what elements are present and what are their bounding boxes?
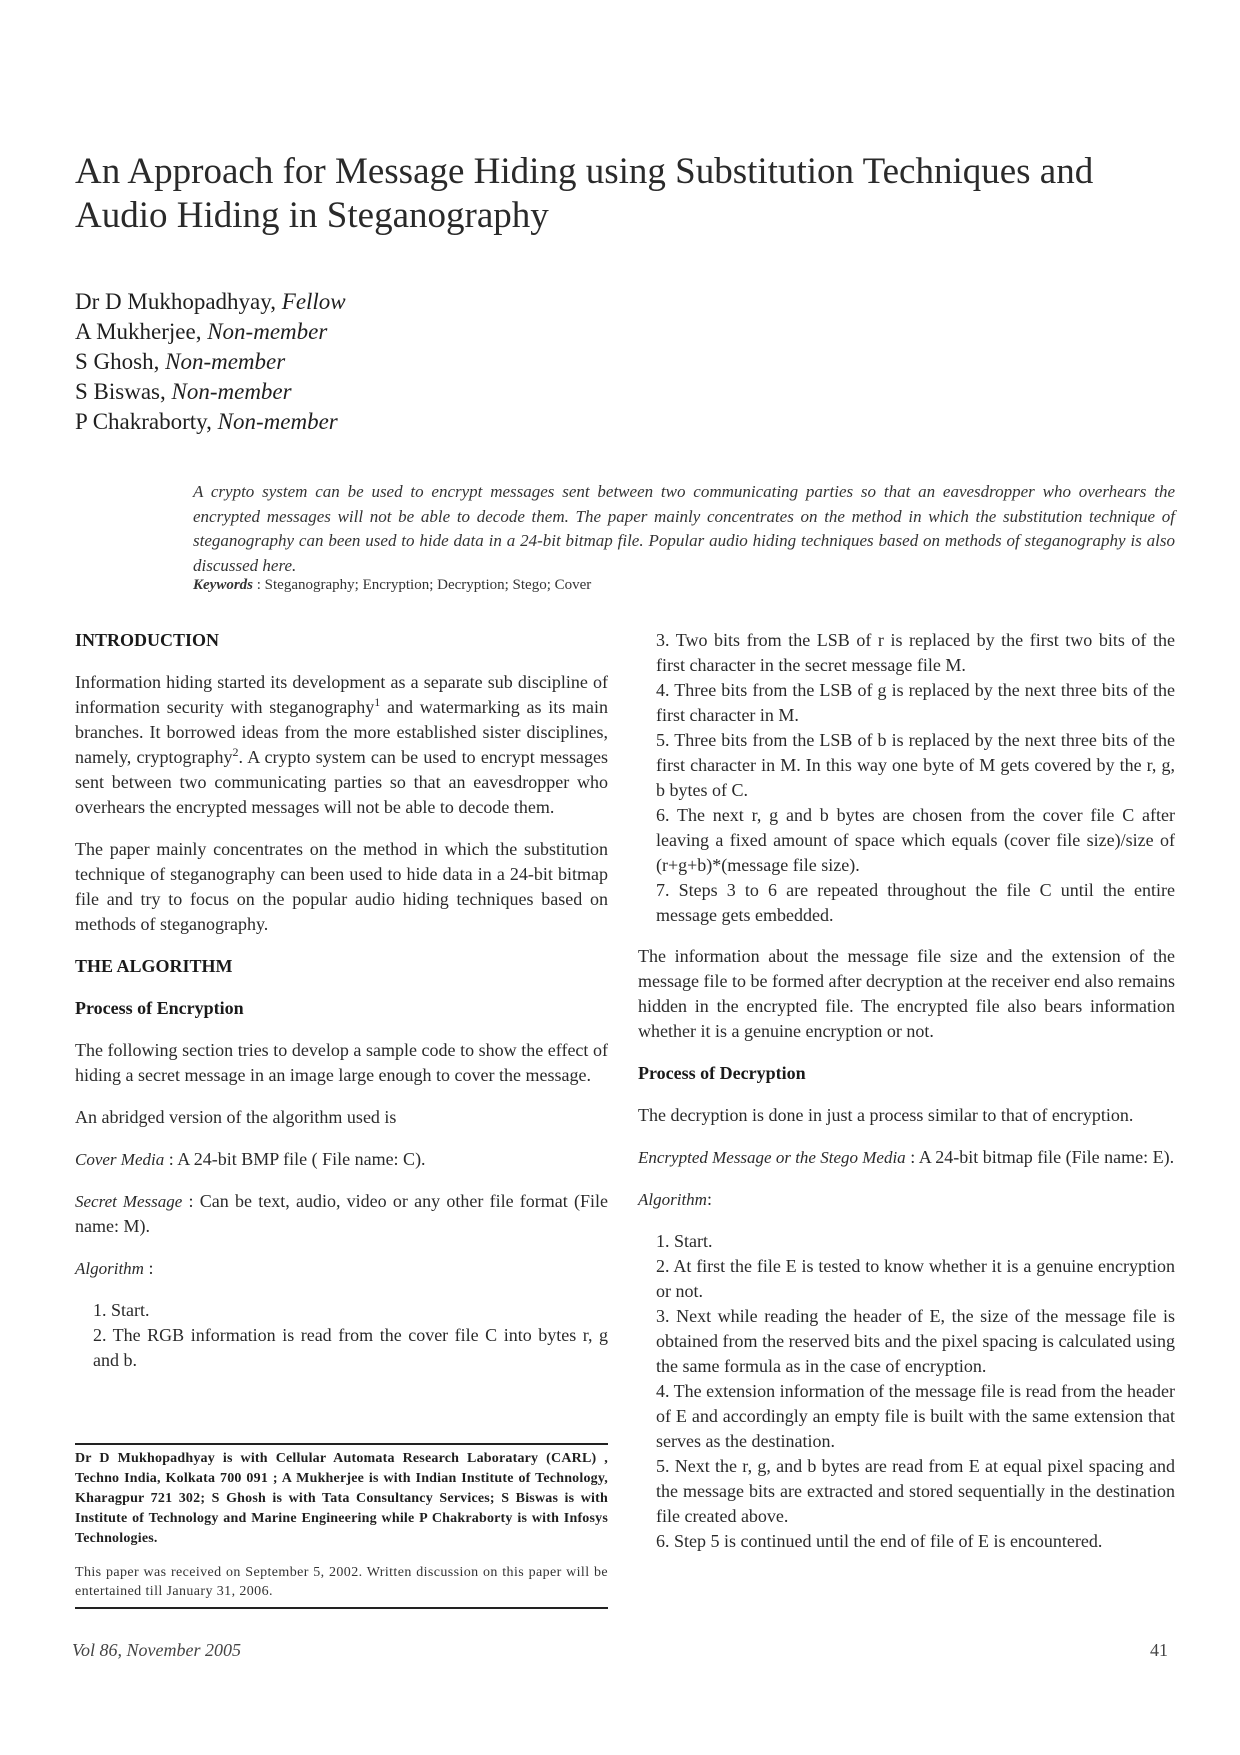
keywords xyxy=(193,577,591,594)
section-heading-algorithm: THE ALGORITHM xyxy=(75,956,233,976)
author: S Ghosh, Non-member xyxy=(75,349,286,374)
keywords-text: : Steganography; Encryption; Decryption; Stego; Cover xyxy=(256,577,592,593)
subheading-decryption: Process of Decryption xyxy=(638,1063,806,1083)
list-item: 4. The extension information of the message file is read from the header of E and accordingly an empty file is built with the same extension that serves as the destination. xyxy=(656,1381,1175,1451)
subheading-encryption: Process of Encryption xyxy=(75,998,244,1018)
algorithm-label: Algorithm : xyxy=(75,1258,154,1278)
encryption-paragraph-2: An abridged version of the algorithm used is xyxy=(75,1107,397,1127)
list-item: 1. Start. xyxy=(93,1300,150,1320)
list-item: 5. Next the r, g, and b bytes are read from E at equal pixel spacing and the message bits are extracted and stored sequentially in the destination file created above. xyxy=(656,1456,1175,1526)
algorithm-label-2: Algorithm: xyxy=(638,1189,712,1209)
list-item: 2. At first the file E is tested to know whether it is a genuine encryption or not. xyxy=(656,1256,1175,1301)
footnote-rule xyxy=(75,1607,608,1609)
journal-volume: Vol 86, November 2005 xyxy=(72,1640,241,1660)
right-column xyxy=(638,628,1175,1570)
list-item: 5. Three bits from the LSB of b is replaced by the next three bits of the first character in M. In this way one byte of M gets covered by the r, g, b bytes of C. xyxy=(656,730,1175,800)
cover-media-line: Cover Media : A 24-bit BMP file ( File name: C). xyxy=(75,1149,426,1169)
author-list xyxy=(75,287,346,437)
list-item: 4. Three bits from the LSB of g is replaced by the next three bits of the first character in M. xyxy=(656,680,1175,725)
received-note: This paper was received on September 5, 2002. Written discussion on this paper will be entertained till January 31, 2006. xyxy=(75,1565,608,1599)
author: P Chakraborty, Non-member xyxy=(75,409,338,434)
author: S Biswas, Non-member xyxy=(75,379,292,404)
list-item: 1. Start. xyxy=(656,1231,713,1251)
author: A Mukherjee, Non-member xyxy=(75,319,328,344)
abstract: A crypto system can be used to encrypt messages sent between two communicating parties so that an eavesdropper who overhears the encrypted messages will not be able to decode them. The paper mainly concentrates on the method in which the substitution technique of steganography can been used to hide data in a 24-bit bitmap file. Popular audio hiding techniques based on methods of steganography is also discussed here. xyxy=(193,482,1175,575)
secret-message-line: Secret Message : Can be text, audio, video or any other file format (File name: M). xyxy=(75,1191,608,1236)
author: Dr D Mukhopadhyay, Fellow xyxy=(75,289,346,314)
list-item: 3. Next while reading the header of E, the size of the message file is obtained from the reserved bits and the pixel spacing is calculated using the same formula as in the case of encryption. xyxy=(656,1306,1175,1376)
page-number: 41 xyxy=(1150,1640,1168,1660)
list-item: 6. The next r, g and b bytes are chosen from the cover file C after leaving a fixed amount of space which equals (cover file size)/size of (r+g+b)*(message file size). xyxy=(656,805,1175,875)
intro-paragraph-2: The paper mainly concentrates on the method in which the substitution technique of steganography can been used to hide data in a 24-bit bitmap file and try to focus on the popular audio hiding techniques based on methods of steganography. xyxy=(75,839,608,934)
list-item: 2. The RGB information is read from the cover file C into bytes r, g and b. xyxy=(93,1325,608,1370)
list-item: 3. Two bits from the LSB of r is replaced by the first two bits of the first character in the secret message file M. xyxy=(656,630,1175,675)
decryption-steps-list xyxy=(638,1229,1175,1554)
encryption-paragraph-1: The following section tries to develop a sample code to show the effect of hiding a secret message in an image large enough to cover the message. xyxy=(75,1040,608,1085)
intro-paragraph-1: Information hiding started its development as a separate sub discipline of information security with steganography$^1$ and watermarking as its main branches. It borrowed ideas from the more established sister disciplines, namely, cryptography$^2$. A crypto system can be used to encrypt messages sent between two communicating parties so that an eavesdropper who overhears the encrypted messages will not be able to decode them. xyxy=(75,672,609,817)
author-affiliations: Dr D Mukhopadhyay is with Cellular Automata Research Laboratary (CARL) , Techno India, Kolkata 700 091 ; A Mukherjee is with Indian Institute of Technology, Kharagpur 721 302; S Ghosh is with Tata Consultancy Services; S Biswas is with Institute of Technology and Marine Engineering while P Chakraborty is with Infosys Technologies. xyxy=(75,1451,608,1546)
keywords-label: Keywords xyxy=(193,577,253,593)
info-paragraph: The information about the message file size and the extension of the message file to be formed after decryption at the receiver end also remains hidden in the encrypted file. The encrypted file also bears information whether it is a genuine encryption or not. xyxy=(638,946,1175,1041)
stego-media-line: Encrypted Message or the Stego Media : A 24-bit bitmap file (File name: E). xyxy=(638,1147,1175,1167)
decryption-paragraph: The decryption is done in just a process similar to that of encryption. xyxy=(638,1105,1134,1125)
section-heading-introduction: INTRODUCTION xyxy=(75,630,220,650)
paper-title: An Approach for Message Hiding using Substitution Techniques and Audio Hiding in Steganography xyxy=(75,151,1094,236)
list-item: 6. Step 5 is continued until the end of file of E is encountered. xyxy=(656,1531,1103,1551)
left-column xyxy=(75,628,608,1389)
encryption-steps-list xyxy=(75,1298,608,1373)
footnote-box xyxy=(75,1443,608,1609)
list-item: 7. Steps 3 to 6 are repeated throughout the file C until the entire message gets embedded. xyxy=(656,880,1175,925)
encryption-steps-continued xyxy=(638,628,1175,928)
